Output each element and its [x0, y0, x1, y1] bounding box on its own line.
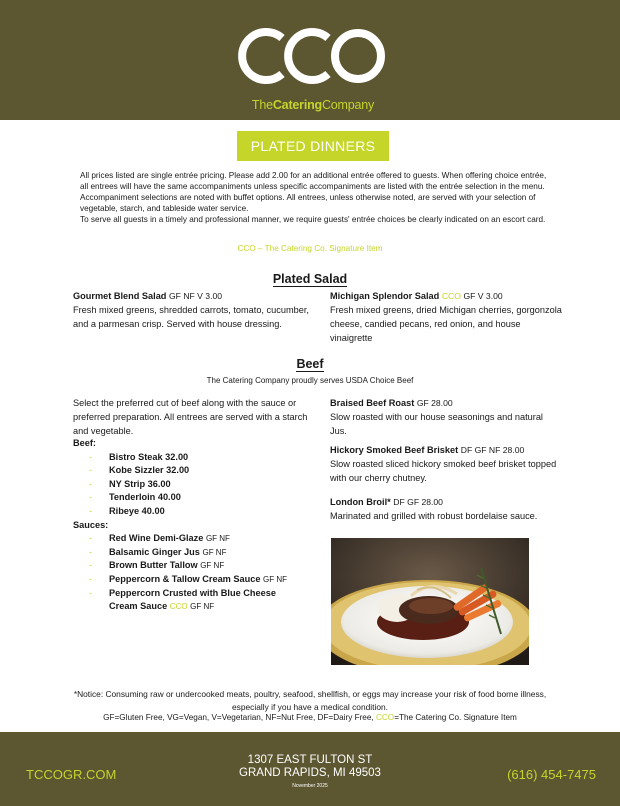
list-item: - Ribeye 40.00 [109, 505, 323, 519]
list-item: - Peppercorn Crusted with Blue Cheese Cream Sauce CCO GF NF [109, 587, 299, 614]
beef-cuts-label: Beef: [73, 438, 96, 448]
salad-item-michigan: Michigan Splendor Salad CCO GF V 3.00 Fresh mixed greens, dried Michigan cherries, gorgonzola cheese, candied pecans, red onion, and house vinaigrette [330, 291, 562, 343]
plate-image-icon [331, 538, 529, 665]
list-item: - Bistro Steak 32.00 [109, 451, 323, 465]
dietary-legend: GF=Gluten Free, VG=Vegan, V=Vegetarian, NF=Nut Free, DF=Dairy Free, CCO=The Catering Co. Signature Item [103, 713, 517, 722]
footer-band [0, 732, 620, 806]
beef-subheading: The Catering Company proudly serves USDA Choice Beef [206, 376, 414, 385]
entree-london-broil: London Broil* DF GF 28.00 Marinated and grilled with robust bordelaise sauce. [330, 497, 538, 521]
list-item: - Tenderloin 40.00 [109, 491, 323, 505]
header-band [0, 0, 620, 120]
beef-heading: Beef [296, 357, 324, 371]
website-link[interactable]: TCCOGR.COM [26, 767, 117, 782]
sauces-label: Sauces: [73, 519, 109, 530]
intro-text [80, 170, 550, 225]
plated-dinner-photo [331, 538, 529, 665]
list-item: - Kobe Sizzler 32.00 [109, 464, 323, 478]
intro-paragraph: All prices listed are single entrée pricing. Please add 2.00 for an additional entrée offered to guests. When offering choice entrée, all entrees will have the same accompaniments unless specific accompaniments are listed with the entrée selection in the menu. Accompaniment selections are noted with buffet options. All entrees, unless otherwise noted, are served with your selection of vegetable, starch, and tableside water service. [80, 171, 547, 213]
food-safety-notice: *Notice: Consuming raw or undercooked meats, poultry, seafood, shellfish, or eggs may increase your risk of food borne illness, especially if you have a medical condition. [73, 689, 547, 712]
cco-logo-icon [238, 18, 388, 98]
salad-item-gourmet: Gourmet Blend Salad GF NF V 3.00 Fresh mixed greens, shredded carrots, tomato, cucumber, and a parmesan crisp. Served with house dressing. [73, 291, 309, 329]
page-title: PLATED DINNERS [237, 131, 389, 161]
beef-cuts-list [73, 437, 323, 614]
phone-number[interactable]: (616) 454-7475 [507, 767, 596, 782]
intro-paragraph: To serve all guests in a timely and professional manner, we require guests' entrée choices be clearly indicated on an escort card. [80, 215, 546, 224]
logo-tagline: TheCateringCompany [251, 98, 375, 112]
address-street: 1307 EAST FULTON ST [247, 754, 373, 766]
list-item: - Red Wine Demi-Glaze GF NF [109, 532, 323, 546]
list-item: - Brown Butter Tallow GF NF [109, 559, 323, 573]
beef-intro: Select the preferred cut of beef along with the sauce or preferred preparation. All entrees are served with a starch and vegetable. [73, 398, 308, 436]
list-item: - NY Strip 36.00 [109, 478, 323, 492]
signature-note: CCO – The Catering Co. Signature Item [237, 244, 383, 253]
entree-braised-roast: Braised Beef Roast GF 28.00 Slow roasted with our house seasonings and natural Jus. [330, 398, 543, 436]
list-item: - Peppercorn & Tallow Cream Sauce GF NF [109, 573, 323, 587]
entree-hickory-brisket: Hickory Smoked Beef Brisket DF GF NF 28.00 Slow roasted sliced hickory smoked beef brisket topped with our cherry chutney. [330, 445, 557, 483]
menu-date: November 2025 [292, 783, 328, 789]
salad-heading: Plated Salad [272, 272, 348, 286]
company-logo [238, 18, 388, 118]
list-item: - Balsamic Ginger Jus GF NF [109, 546, 323, 560]
address-city: GRAND RAPIDS, MI 49503 [239, 767, 381, 779]
